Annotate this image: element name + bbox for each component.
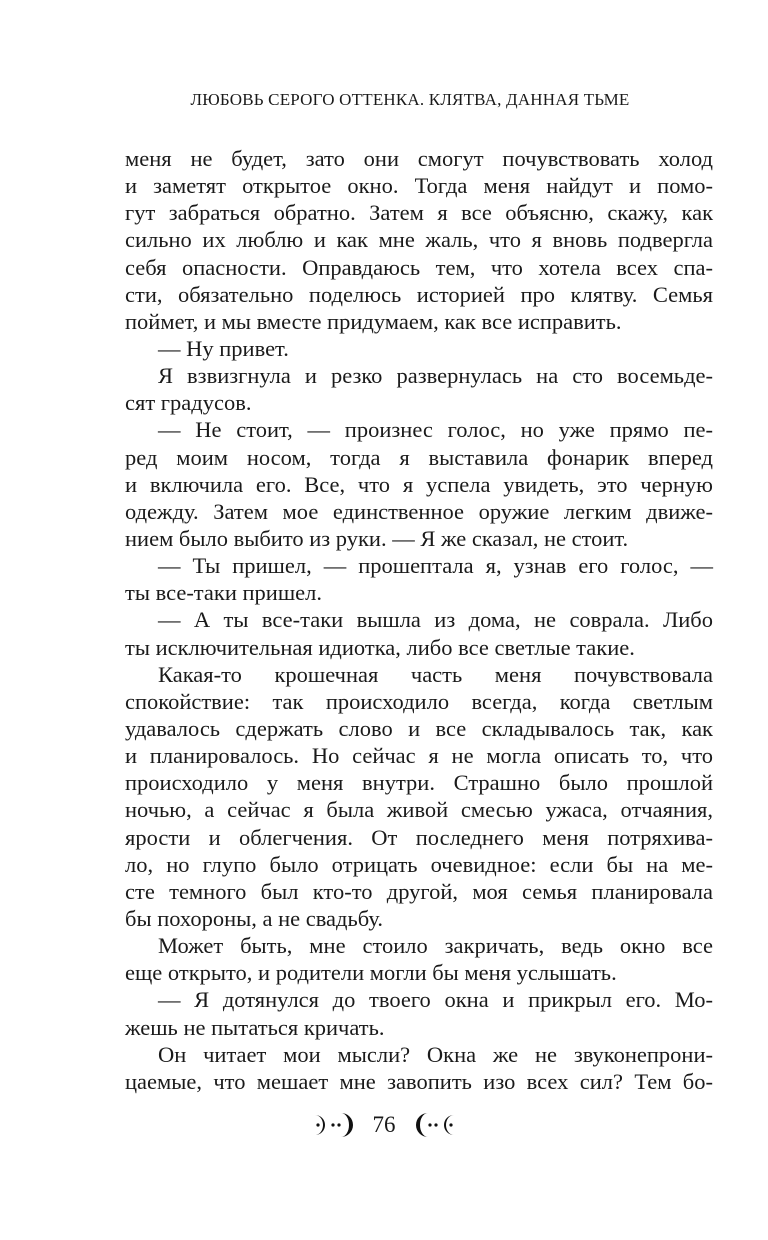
text-line: себя опасности. Оправдаюсь тем, что хотела всех спа- — [125, 254, 713, 280]
text-line: — Ты пришел, — прошептала я, узнав его голос, — — [158, 553, 713, 579]
text-line: Я взвизгнула и резко развернулась на сто восемьде- — [158, 363, 713, 389]
text-line: ярости и облегчения. От последнего меня потряхива- — [125, 824, 713, 850]
text-line: — Ну привет. — [158, 335, 289, 361]
text-line: — А ты все-таки вышла из дома, не соврала. Либо — [158, 607, 713, 633]
text-line: ред моим носом, тогда я выставила фонарик вперед — [125, 444, 713, 470]
text-line: сят градусов. — [125, 390, 252, 416]
text-line: Какая-то крошечная часть меня почувствовала — [158, 661, 713, 687]
text-line: спокойствие: так происходило всегда, когда светлым — [125, 688, 713, 714]
text-line: и включила его. Все, что я успела увидеть, это черную — [125, 471, 713, 497]
text-line: и заметят открытое окно. Тогда меня найдут и помо- — [125, 173, 713, 199]
page-footer — [0, 1112, 768, 1138]
text-line: происходило у меня внутри. Страшно было прошлой — [125, 770, 713, 796]
text-line: нием было выбито из руки. — Я же сказал, не стоит. — [125, 525, 629, 551]
text-line: и планировалось. Но сейчас я не могла описать то, что — [125, 743, 713, 769]
text-line: жешь не пытаться кричать. — [125, 1014, 385, 1040]
text-line: Он читает мои мысли? Окна же не звуконепрони- — [158, 1041, 713, 1067]
text-line: сте темного был кто-то другой, моя семья планировала — [125, 878, 713, 904]
text-line: ло, но глупо было отрицать очевидное: если бы на ме- — [125, 851, 713, 877]
text-line: поймет, и мы вместе придумаем, как все исправить. — [125, 308, 622, 334]
page-number: 76 — [372, 1112, 396, 1137]
text-line: меня не будет, зато они смогут почувствовать холод — [125, 146, 713, 171]
text-line: цаемые, что мешает мне завопить изо всех сил? Тем бо- — [125, 1068, 713, 1094]
text-line: бы похороны, а не свадьбу. — [125, 905, 383, 931]
text-line: одежду. Затем мое единственное оружие легким движе- — [125, 498, 713, 524]
running-header: ЛЮБОВЬ СЕРОГО ОТТЕНКА. КЛЯТВА, ДАННАЯ ТЬМЕ — [190, 90, 630, 109]
text-line: еще открыто, и родители могли бы меня услышать. — [125, 960, 617, 986]
waning-moon-ornament-icon — [313, 1112, 359, 1138]
text-line: — Не стоит, — произнес голос, но уже прямо пе- — [158, 417, 713, 443]
text-line: ты все-таки пришел. — [125, 580, 322, 606]
page-body-text — [125, 145, 713, 1095]
text-line: Может быть, мне стоило закричать, ведь окно все — [158, 933, 713, 959]
text-line: ты исключительная идиотка, либо все светлые такие. — [125, 634, 635, 660]
text-line: — Я дотянулся до твоего окна и прикрыл его. Мо- — [158, 987, 713, 1013]
text-line: удавалось сдержать слово и все складывалось так, как — [125, 715, 713, 741]
text-line: гут забраться обратно. Затем я все объясню, скажу, как — [125, 200, 713, 226]
text-line: сти, обязательно поделюсь историей про клятву. Семья — [125, 281, 713, 307]
text-line: сильно их люблю и как мне жаль, что я вновь подвергла — [125, 227, 713, 253]
text-line: ночью, а сейчас я была живой смесью ужаса, отчаяния, — [125, 797, 713, 823]
waxing-moon-ornament-icon — [410, 1112, 456, 1138]
